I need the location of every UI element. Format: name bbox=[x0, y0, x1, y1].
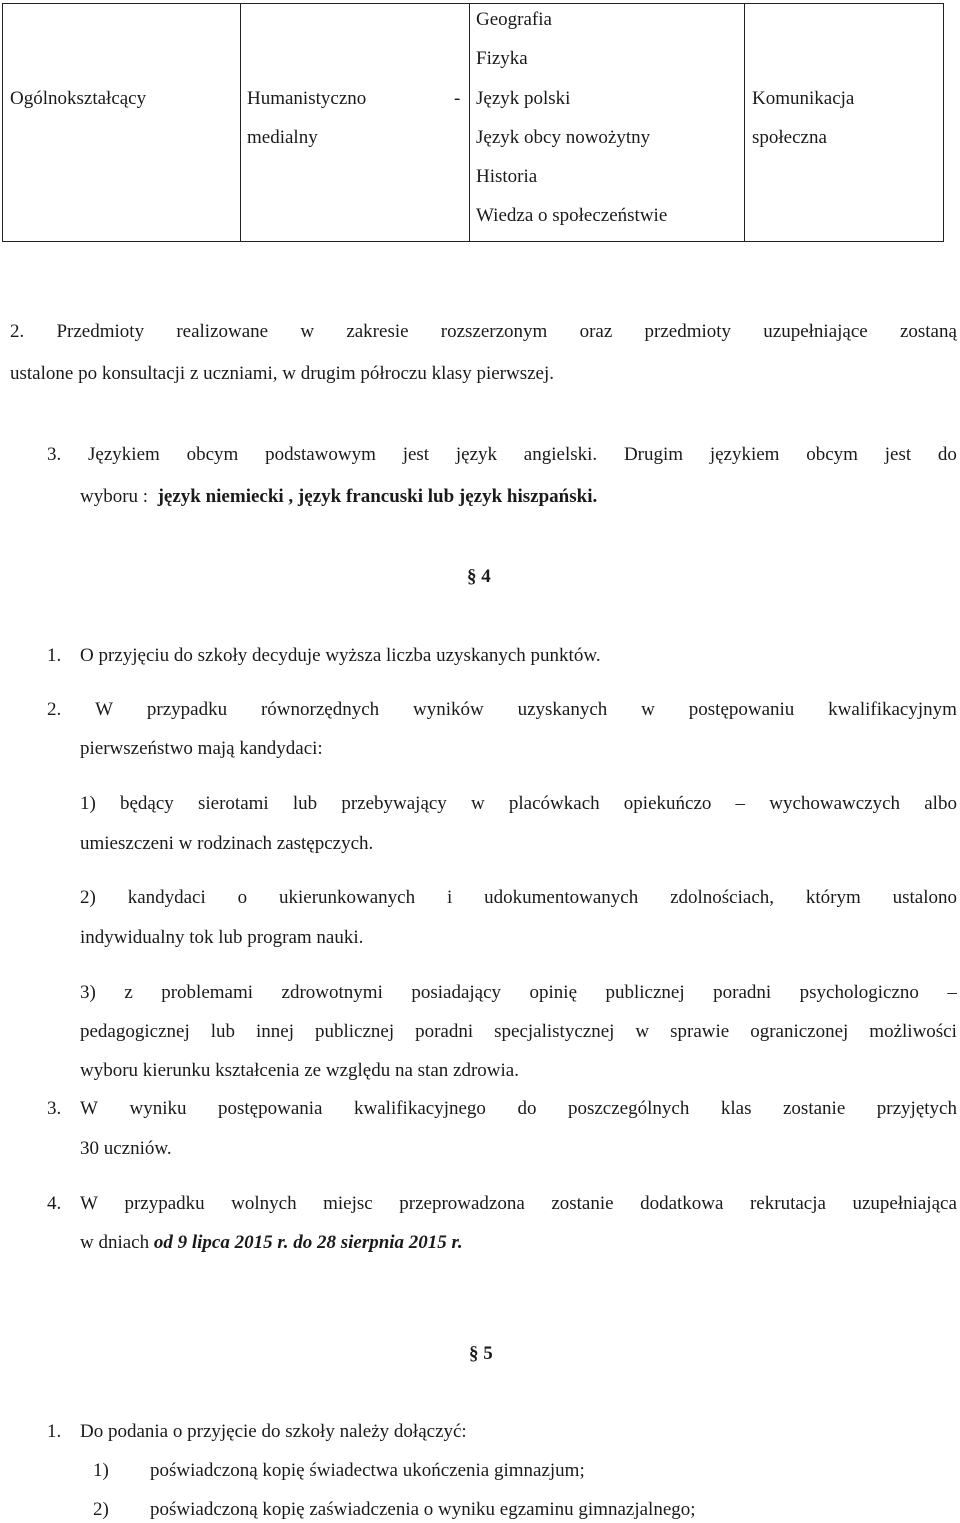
profile-cell bbox=[241, 4, 470, 242]
subject-item: Język obcy nowożytny bbox=[476, 127, 651, 148]
s4-sub3-line1: 3) z problemami zdrowotnymi posiadający opinię publicznej poradni psychologiczno – bbox=[80, 982, 957, 1003]
s5-list-text: poświadczoną kopię świadectwa ukończenia gimnazjum; bbox=[150, 1460, 585, 1481]
s5-item1-text: Do podania o przyjęcie do szkoły należy dołączyć: bbox=[80, 1421, 467, 1442]
profile-table bbox=[2, 3, 944, 242]
subjects-cell bbox=[470, 4, 745, 242]
s4-item4-line1: W przypadku wolnych miejsc przeprowadzona zostanie dodatkowa rekrutacja uzupełniająca bbox=[80, 1193, 957, 1214]
s4-item1-text: O przyjęciu do szkoły decyduje wyższa liczba uzyskanych punktów. bbox=[80, 645, 601, 666]
s4-sub3-line2: pedagogicznej lub innej publicznej poradni specjalistycznej w sprawie ograniczonej możliwości bbox=[80, 1021, 957, 1042]
s4-sub1-line2: umieszczeni w rodzinach zastępczych. bbox=[80, 833, 374, 854]
para3-line2 bbox=[80, 486, 597, 508]
s4-sub2-line1: 2) kandydaci o ukierunkowanych i udokumentowanych zdolnościach, którym ustalono bbox=[80, 887, 957, 908]
para2-line2: ustalone po konsultacji z uczniami, w drugim półroczu klasy pierwszej. bbox=[10, 363, 554, 384]
section-symbol: § bbox=[469, 1343, 479, 1364]
s4-item1-num: 1. bbox=[47, 645, 62, 666]
para3-line1: 3. Językiem obcym podstawowym jest język angielski. Drugim językiem obcym jest do bbox=[47, 444, 957, 465]
s4-item4-date-range: od 9 lipca 2015 r. do 28 sierpnia 2015 r. bbox=[153, 1232, 463, 1253]
section-number: 5 bbox=[483, 1343, 493, 1364]
s4-sub1-line1: 1) będący sierotami lub przebywający w placówkach opiekuńczo – wychowawczych albo bbox=[80, 793, 957, 814]
s4-item3-line2: 30 uczniów. bbox=[80, 1138, 172, 1159]
s4-sub3-line3: wyboru kierunku kształcenia ze względu na stan zdrowia. bbox=[80, 1060, 519, 1081]
s4-item4-prefix: w dniach bbox=[80, 1232, 150, 1253]
s4-item2-line1: 2. W przypadku równorzędnych wyników uzyskanych w postępowaniu kwalifikacyjnym bbox=[47, 699, 957, 720]
section5-heading bbox=[469, 1343, 493, 1365]
subject-item: Historia bbox=[476, 166, 538, 187]
section-symbol: § bbox=[467, 566, 477, 587]
profile-name-line2: medialny bbox=[247, 127, 318, 148]
para3-prefix: wyboru : bbox=[80, 486, 149, 507]
profile-name-line1: Humanistyczno bbox=[247, 88, 367, 109]
section4-heading bbox=[467, 566, 491, 588]
profile-name-dash: - bbox=[454, 88, 461, 109]
s4-item3-num: 3. bbox=[47, 1098, 62, 1119]
school-type-cell bbox=[3, 4, 241, 242]
para3-languages: język niemiecki , język francuski lub język hiszpański. bbox=[157, 486, 598, 507]
section-number: 4 bbox=[481, 566, 491, 587]
s5-list-num: 1) bbox=[93, 1460, 109, 1481]
subject-item: Fizyka bbox=[476, 48, 528, 69]
s4-item3-line1: W wyniku postępowania kwalifikacyjnego do poszczególnych klas zostanie przyjętych bbox=[80, 1098, 957, 1119]
subject-item: Język polski bbox=[476, 88, 571, 109]
profile-class-line2: społeczna bbox=[752, 127, 827, 148]
s5-list-num: 2) bbox=[93, 1499, 109, 1520]
school-type: Ogólnokształcący bbox=[10, 88, 147, 109]
s4-sub2-line2: indywidualny tok lub program nauki. bbox=[80, 927, 364, 948]
para2-line1: 2. Przedmioty realizowane w zakresie rozszerzonym oraz przedmioty uzupełniające zostaną bbox=[10, 321, 957, 342]
s5-item1-num: 1. bbox=[47, 1421, 62, 1442]
profile-class-line1: Komunikacja bbox=[752, 88, 855, 109]
subject-item: Geografia bbox=[476, 9, 552, 30]
profile-class-cell bbox=[745, 4, 944, 242]
s4-item2-line2: pierwszeństwo mają kandydaci: bbox=[80, 738, 323, 759]
s4-item4-num: 4. bbox=[47, 1193, 62, 1214]
s4-item4-line2 bbox=[80, 1232, 463, 1254]
s5-list-text: poświadczoną kopię zaświadczenia o wyniku egzaminu gimnazjalnego; bbox=[150, 1499, 696, 1520]
subject-item: Wiedza o społeczeństwie bbox=[476, 205, 668, 226]
